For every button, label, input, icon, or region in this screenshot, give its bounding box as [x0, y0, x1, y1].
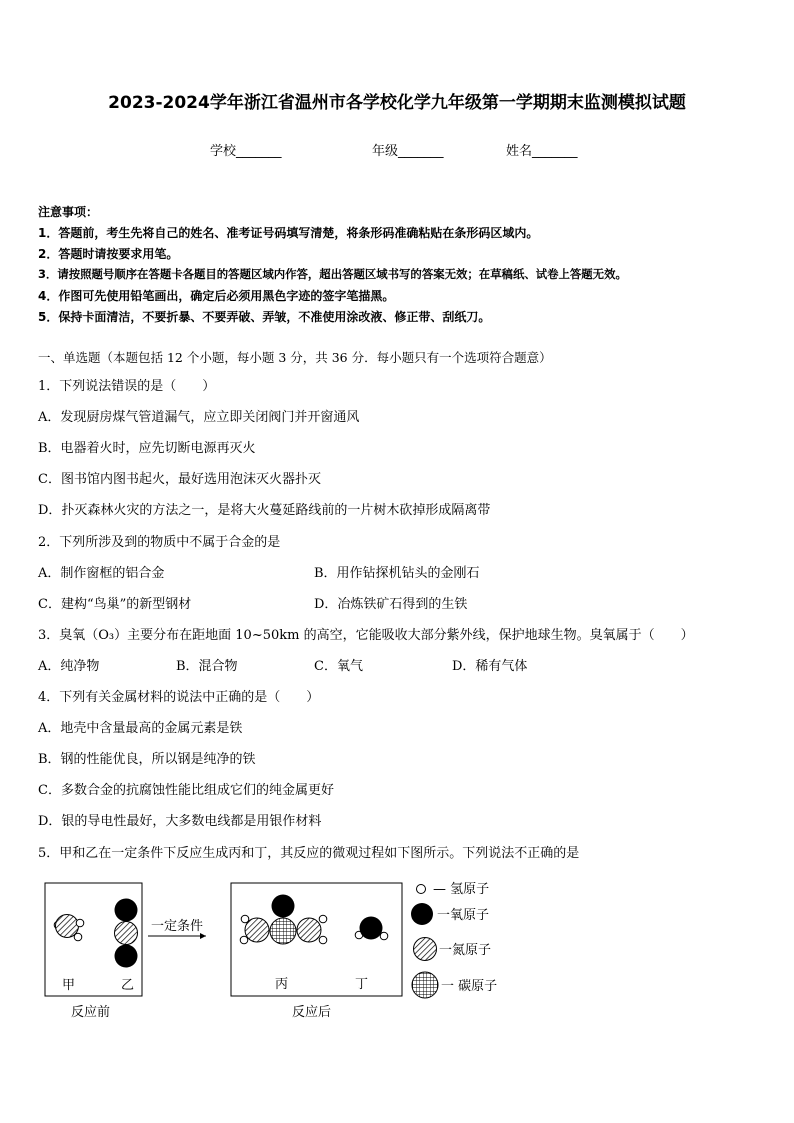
label-after: 反应后: [292, 1005, 332, 1020]
notes-heading: 注意事项：: [38, 205, 99, 219]
label-bing: 丙: [275, 977, 289, 992]
oxygen-legend-icon: [411, 903, 433, 925]
note-item: 5．保持卡面清洁，不要折暴、不要弄破、弄皱，不准使用涂改液、修正带、刮纸刀。: [38, 310, 491, 324]
question-stem: 2．下列所涉及到的物质中不属于合金的是: [38, 535, 281, 550]
question-stem: 4．下列有关金属材料的说法中正确的是（ ）: [38, 690, 320, 705]
legend-carbon: 一 碳原子: [441, 979, 498, 994]
school-field: 学校_______: [210, 144, 282, 159]
legend-oxygen: 一氧原子: [437, 908, 490, 923]
option-c: C．氧气: [314, 659, 363, 674]
label-before: 反应前: [71, 1005, 111, 1020]
oxygen-molecules: [115, 899, 138, 968]
reaction-diagram: [38, 872, 518, 1024]
option-b: B．用作钻探机钻头的金刚石: [314, 566, 480, 581]
ammonia-molecule: [54, 915, 84, 941]
water-molecule-ding: [355, 917, 388, 940]
hydrogen-legend-icon: [417, 885, 426, 894]
option-b: B．混合物: [176, 659, 238, 674]
product-molecule-bing: [240, 895, 327, 945]
option-c: C．多数合金的抗腐蚀性能比组成它们的纯金属更好: [38, 783, 334, 798]
option-a: A．纯净物: [38, 659, 100, 674]
option-d: D．稀有气体: [452, 659, 528, 674]
name-field: 姓名_______: [506, 144, 578, 159]
option-a: A．发现厨房煤气管道漏气，应立即关闭阀门并开窗通风: [38, 410, 360, 425]
option-a: A．制作窗框的铝合金: [38, 566, 165, 581]
legend-nitrogen: 一氮原子: [439, 943, 492, 958]
option-c: C．建构“鸟巢”的新型钢材: [38, 597, 192, 612]
note-item: 1．答题前，考生先将自己的姓名、准考证号码填写清楚，将条形码准确粘贴在条形码区域内。: [38, 226, 539, 240]
option-a: A．地壳中含量最高的金属元素是铁: [38, 721, 243, 736]
note-item: 4．作图可先使用铅笔画出，确定后必须用黑色字迹的签字笔描黑。: [38, 289, 395, 303]
question-stem: 1．下列说法错误的是（ ）: [38, 379, 216, 394]
label-yi: 乙: [121, 978, 135, 993]
option-d: D．扑灭森林火灾的方法之一，是将大火蔓延路线前的一片树木砍掉形成隔离带: [38, 503, 491, 518]
grade-field: 年级_______: [372, 144, 444, 159]
carbon-legend-icon: [412, 972, 438, 998]
question-stem: 3．臭氧（O₃）主要分布在距地面 10~50km 的高空，它能吸收大部分紫外线，保护地球生物。臭氧属于（ ）: [38, 628, 694, 643]
exam-title: 2023-2024学年浙江省温州市各学校化学九年级第一学期期末监测模拟试题: [108, 93, 686, 113]
question-stem: 5．甲和乙在一定条件下反应生成丙和丁，其反应的微观过程如下图所示。下列说法不正确的是: [38, 846, 580, 861]
option-d: D．银的导电性最好，大多数电线都是用银作材料: [38, 814, 322, 829]
arrow-label: 一定条件: [151, 919, 204, 934]
nitrogen-legend-icon: [414, 938, 437, 961]
note-item: 2．答题时请按要求用笔。: [38, 247, 179, 261]
note-item: 3．请按照题号顺序在答题卡各题目的答题区域内作答，超出答题区域书写的答案无效；在草稿纸、试卷上答题无效。: [38, 267, 627, 281]
option-b: B．钢的性能优良，所以钢是纯净的铁: [38, 752, 256, 767]
section-heading: 一、单选题（本题包括 12 个小题，每小题 3 分，共 36 分．每小题只有一个选项符合题意）: [38, 350, 552, 365]
label-ding: 丁: [355, 977, 369, 992]
legend-hydrogen: — 氢原子: [433, 882, 490, 897]
label-jia: 甲: [62, 978, 76, 993]
option-c: C．图书馆内图书起火，最好选用泡沫灭火器扑灭: [38, 472, 321, 487]
option-b: B．电器着火时，应先切断电源再灭火: [38, 441, 256, 456]
option-d: D．冶炼铁矿石得到的生铁: [314, 597, 468, 612]
